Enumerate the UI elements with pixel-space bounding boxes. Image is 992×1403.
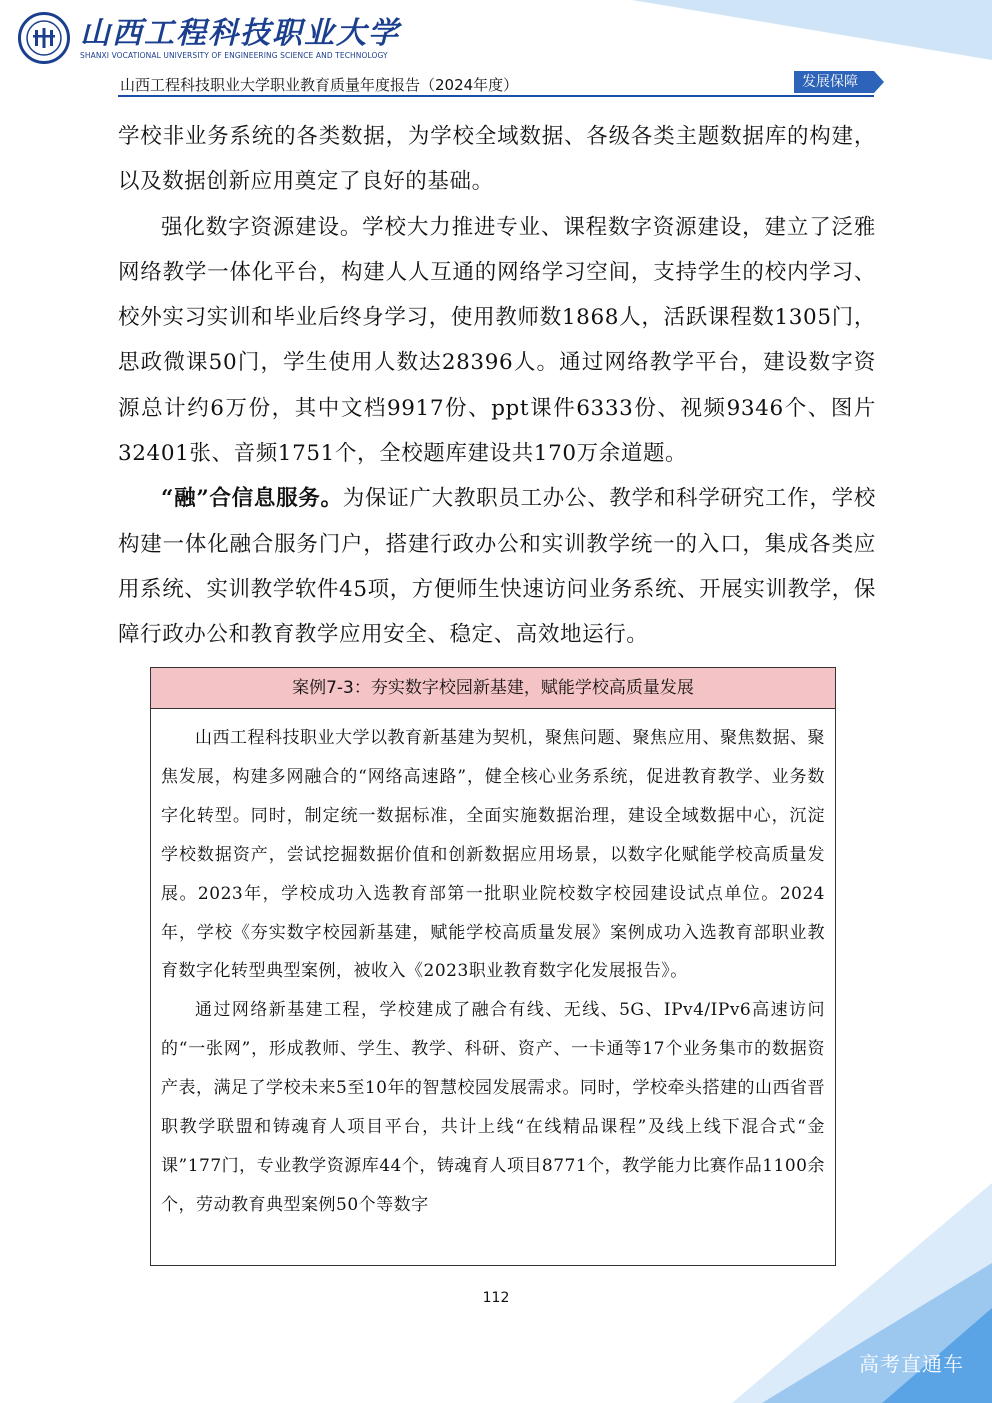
- corner-decoration-top: [632, 0, 992, 60]
- header-divider: [118, 95, 874, 97]
- section-tag: 发展保障: [794, 71, 874, 93]
- case-study-box: [150, 667, 836, 1266]
- case-paragraph-2: 通过网络新基建工程，学校建成了融合有线、无线、5G、IPv4/IPv6高速访问的“一张网”，形成教师、学生、教学、科研、资产、一卡通等17个业务集市的数据资产表，满足了学校未来5至10年的智慧校园发展需求。同时，学校牵头搭建的山西省晋职教学联盟和铸魂育人项目平台，共计上线“在线精品课程”及线上线下混合式“金课”177门，专业教学资源库44个，铸魂育人项目8771个，教学能力比赛作品1100余个，劳动教育典型案例50个等数字: [161, 1000, 825, 1215]
- case-study-title: 案例7-3：夯实数字校园新基建，赋能学校高质量发展: [151, 668, 835, 709]
- paragraph-3-lead: “融”合信息服务。: [161, 486, 343, 512]
- university-logo: [18, 12, 400, 64]
- logo-chinese-name: 山西工程科技职业大学: [80, 15, 400, 51]
- paragraph-3-text: 为保证广大教职员工办公、教学和科学研究工作，学校构建一体化融合服务门户，搭建行政办公和实训教学统一的入口，集成各类应用系统、实训教学软件45项，方便师生快速访问业务系统、开展实训教学，保障行政办公和教育教学应用安全、稳定、高效地运行。: [118, 486, 876, 648]
- logo-english-name: SHANXI VOCATIONAL UNIVERSITY OF ENGINEERING SCIENCE AND TECHNOLOGY: [80, 50, 388, 60]
- paragraph-3: [118, 476, 876, 657]
- paragraph-1: 学校非业务系统的各类数据，为学校全域数据、各级各类主题数据库的构建，以及数据创新应用奠定了良好的基础。: [118, 124, 876, 195]
- university-seal-icon: [18, 12, 70, 64]
- case-paragraph-1: 山西工程科技职业大学以教育新基建为契机，聚焦问题、聚焦应用、聚焦数据、聚焦发展，构建多网融合的“网络高速路”，健全核心业务系统，促进教育教学、业务数字化转型。同时，制定统一数据标准，全面实施数据治理，建设全域数据中心，沉淀学校数据资产，尝试挖掘数据价值和创新数据应用场景，以数字化赋能学校高质量发展。2023年，学校成功入选教育部第一批职业院校数字校园建设试点单位。2024年，学校《夯实数字校园新基建，赋能学校高质量发展》案例成功入选教育部职业教育数字化转型典型案例，被收入《2023职业教育数字化发展报告》。: [161, 728, 825, 982]
- main-content: [118, 114, 876, 658]
- page-number: 112: [482, 1290, 510, 1306]
- paragraph-2: 强化数字资源建设。学校大力推进专业、课程数字资源建设，建立了泛雅网络教学一体化平台，构建人人互通的网络学习空间，支持学生的校内学习、校外实习实训和毕业后终身学习，使用教师数1868人，活跃课程数1305门，思政微课50门，学生使用人数达28396人。通过网络教学平台，建设数字资源总计约6万份，其中文档9917份、ppt课件6333份、视频9346个、图片32401张、音频1751个，全校题库建设共170万余道题。: [118, 214, 876, 467]
- report-title: 山西工程科技职业大学职业教育质量年度报告（2024年度）: [120, 76, 519, 94]
- watermark-text: 高考直通车: [859, 1352, 964, 1376]
